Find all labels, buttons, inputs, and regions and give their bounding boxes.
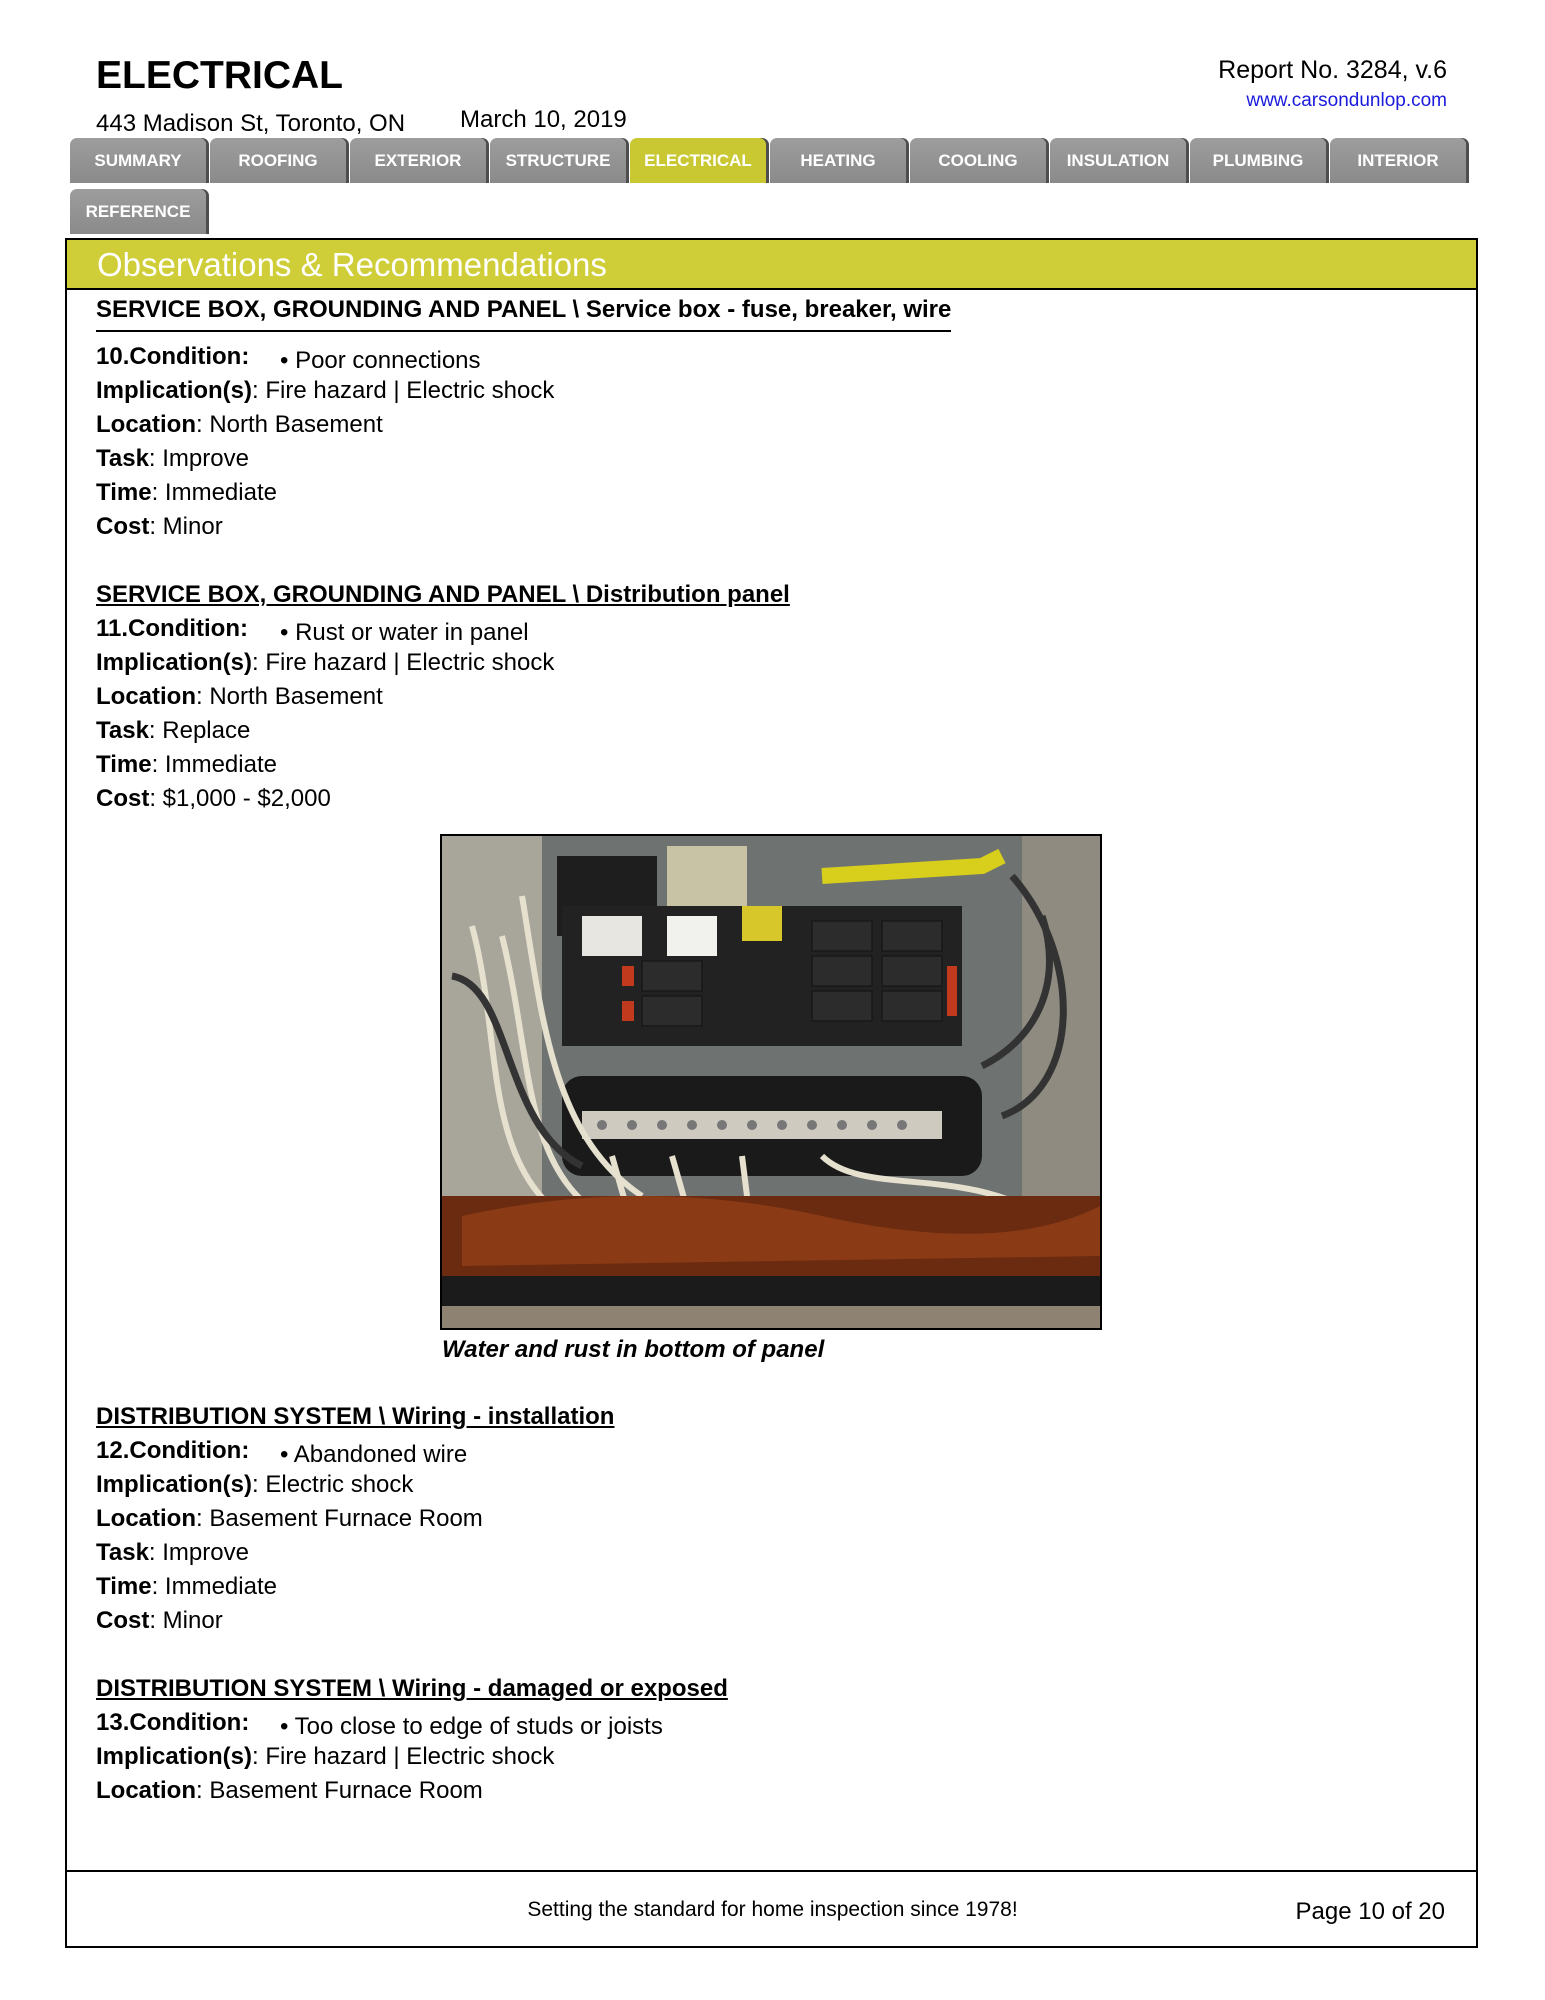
item-11-task: Task: Replace	[96, 717, 251, 744]
item-13-heading: DISTRIBUTION SYSTEM \ Wiring - damaged or exposed	[96, 1675, 728, 1702]
panel-photo	[440, 834, 1102, 1330]
item-12-task: Task: Improve	[96, 1539, 249, 1566]
tab-reference[interactable]: REFERENCE	[70, 189, 206, 234]
item-12-time: Time: Immediate	[96, 1573, 277, 1600]
footer-divider	[65, 1870, 1478, 1872]
item-10-location: Location: North Basement	[96, 411, 383, 438]
item-12-cost: Cost: Minor	[96, 1607, 223, 1634]
item-11-implication: Implication(s): Fire hazard | Electric shock	[96, 649, 555, 676]
section-title: Observations & Recommendations	[97, 246, 607, 283]
observations-bar	[67, 240, 1476, 290]
item-11-time: Time: Immediate	[96, 751, 277, 778]
report-date: March 10, 2019	[460, 106, 627, 133]
tab-plumbing[interactable]: PLUMBING	[1190, 138, 1326, 183]
item-10-task: Task: Improve	[96, 445, 249, 472]
item-11-cost: Cost: $1,000 - $2,000	[96, 785, 331, 812]
item-10-time: Time: Immediate	[96, 479, 277, 506]
tab-summary[interactable]: SUMMARY	[70, 138, 206, 183]
item-13-location: Location: Basement Furnace Room	[96, 1777, 483, 1804]
tab-cooling[interactable]: COOLING	[910, 138, 1046, 183]
item-10-cost: Cost: Minor	[96, 513, 223, 540]
item-12-heading: DISTRIBUTION SYSTEM \ Wiring - installation	[96, 1403, 615, 1430]
tab-electrical[interactable]: ELECTRICAL	[630, 138, 766, 183]
panel-photo-illustration	[442, 836, 1100, 1328]
tab-structure[interactable]: STRUCTURE	[490, 138, 626, 183]
website-link[interactable]: www.carsondunlop.com	[1246, 90, 1447, 111]
item-11-heading: SERVICE BOX, GROUNDING AND PANEL \ Distribution panel	[96, 581, 790, 608]
photo-caption: Water and rust in bottom of panel	[442, 1336, 825, 1363]
item-12-location: Location: Basement Furnace Room	[96, 1505, 483, 1532]
tab-roofing[interactable]: ROOFING	[210, 138, 346, 183]
item-10-heading: SERVICE BOX, GROUNDING AND PANEL \ Service box - fuse, breaker, wire	[96, 296, 951, 332]
item-11-condition-label: 11.Condition:	[96, 615, 248, 642]
item-12-condition: • Abandoned wire	[280, 1441, 468, 1468]
page-number: Page 10 of 20	[1295, 1898, 1445, 1925]
tab-interior[interactable]: INTERIOR	[1330, 138, 1466, 183]
item-11-condition: • Rust or water in panel	[280, 619, 529, 646]
footer-tagline: Setting the standard for home inspection since 1978!	[527, 1898, 1018, 1921]
tab-heating[interactable]: HEATING	[770, 138, 906, 183]
item-13-condition-label: 13.Condition:	[96, 1709, 250, 1736]
item-11-location: Location: North Basement	[96, 683, 383, 710]
property-address: 443 Madison St, Toronto, ON	[96, 110, 406, 137]
item-13-implication: Implication(s): Fire hazard | Electric shock	[96, 1743, 555, 1770]
item-12-condition-label: 12.Condition:	[96, 1437, 250, 1464]
item-10-condition-label: 10.Condition:	[96, 343, 250, 370]
item-10-condition: • Poor connections	[280, 347, 481, 374]
tab-insulation[interactable]: INSULATION	[1050, 138, 1186, 183]
item-12-implication: Implication(s): Electric shock	[96, 1471, 414, 1498]
page-title: ELECTRICAL	[96, 54, 343, 97]
tab-exterior[interactable]: EXTERIOR	[350, 138, 486, 183]
item-13-condition: • Too close to edge of studs or joists	[280, 1713, 663, 1740]
report-number: Report No. 3284, v.6	[1218, 56, 1447, 84]
item-10-implication: Implication(s): Fire hazard | Electric shock	[96, 377, 555, 404]
